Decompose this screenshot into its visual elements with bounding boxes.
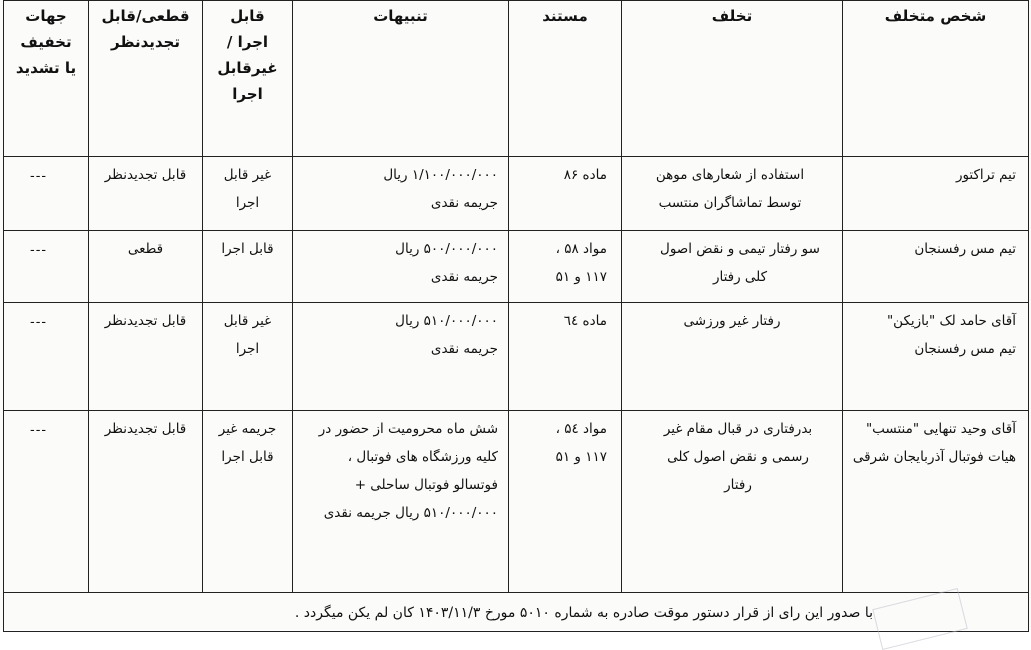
cell-penalties: ۵۰۰/۰۰۰/۰۰۰ ریال جریمه نقدی (395, 241, 498, 285)
cell-violator: تیم مس رفسنجان (914, 241, 1016, 257)
header-final-text: قطعی/قابل تجدیدنظر (101, 7, 190, 51)
header-reduction (4, 1, 89, 157)
cell-final: قابل تجدیدنظر (104, 313, 187, 329)
cell-penalties: ۵۱۰/۰۰۰/۰۰۰ ریال جریمه نقدی (395, 313, 498, 357)
cell-violation: سو رفتار تیمی و نقض اصول کلی رفتار (660, 241, 820, 285)
disciplinary-rulings-table (3, 0, 1029, 632)
cell-violation: رفتار غیر ورزشی (683, 313, 781, 329)
cell-violation: استفاده از شعارهای موهن توسط تماشاگران منتسب (655, 167, 805, 211)
cell-enforceable: غیر قابل اجرا (223, 167, 272, 211)
cell-final: قطعی (127, 241, 164, 257)
header-violation: تخلف (622, 1, 843, 157)
cell-basis: مواد ۵٤ ، ۱۱۷ و ۵۱ (555, 421, 607, 465)
cell-final: قابل تجدیدنظر (104, 421, 187, 437)
header-penalties: تنبیهات (293, 1, 509, 157)
table-row (4, 231, 1029, 303)
cell-reduction: --- (30, 169, 48, 184)
cell-violator: تیم تراکتور (955, 167, 1016, 183)
cell-violator: آقای حامد لک "بازیکن" تیم مس رفسنجان (886, 313, 1016, 357)
cell-basis: ماده ۸۶ (563, 167, 607, 183)
header-enforceable-text: قابل اجرا /غیرقابل اجرا (217, 7, 278, 103)
cell-penalties: ۱/۱۰۰/۰۰۰/۰۰۰ ریال جریمه نقدی (383, 167, 498, 211)
cell-reduction: --- (30, 243, 48, 258)
cell-enforceable: قابل اجرا (221, 241, 274, 257)
header-row (4, 1, 1029, 157)
cell-penalties: شش ماه محرومیت از حضور در کلیه ورزشگاه های فوتبال ، فوتسالو فوتبال ساحلی + ۵۱۰/۰۰۰/۰۰۰ ریال جریمه نقدی (318, 421, 498, 521)
table-row (4, 303, 1029, 411)
header-final (89, 1, 203, 157)
table-row (4, 157, 1029, 231)
header-violator: شخص متخلف (843, 1, 1029, 157)
interim-order-note: با صدور این رای از قرار دستور موقت صادره به شماره ۵۰۱۰ مورخ ۱۴۰۳/۱۱/۳ کان لم یکن میگردد . (294, 605, 873, 621)
cell-basis: مواد ۵۸ ، ۱۱۷ و ۵۱ (555, 241, 607, 285)
header-basis: مستند (509, 1, 622, 157)
table-row (4, 411, 1029, 593)
cell-basis: ماده ٦٤ (563, 313, 607, 329)
header-enforceable (203, 1, 293, 157)
cell-reduction: --- (30, 423, 48, 438)
cell-violator: آقای وحید تنهایی "منتسب" هیات فوتبال آذربایجان شرقی (852, 421, 1016, 465)
cell-enforceable: جریمه غیر قابل اجرا (218, 421, 277, 465)
cell-reduction: --- (30, 315, 48, 330)
cell-enforceable: غیر قابل اجرا (223, 313, 272, 357)
header-reduction-text: جهات تخفیف یا تشدید (15, 7, 77, 77)
cell-violation: بدرفتاری در قبال مقام غیر رسمی و نقض اصول کلی رفتار (663, 421, 813, 493)
cell-final: قابل تجدیدنظر (104, 167, 187, 183)
